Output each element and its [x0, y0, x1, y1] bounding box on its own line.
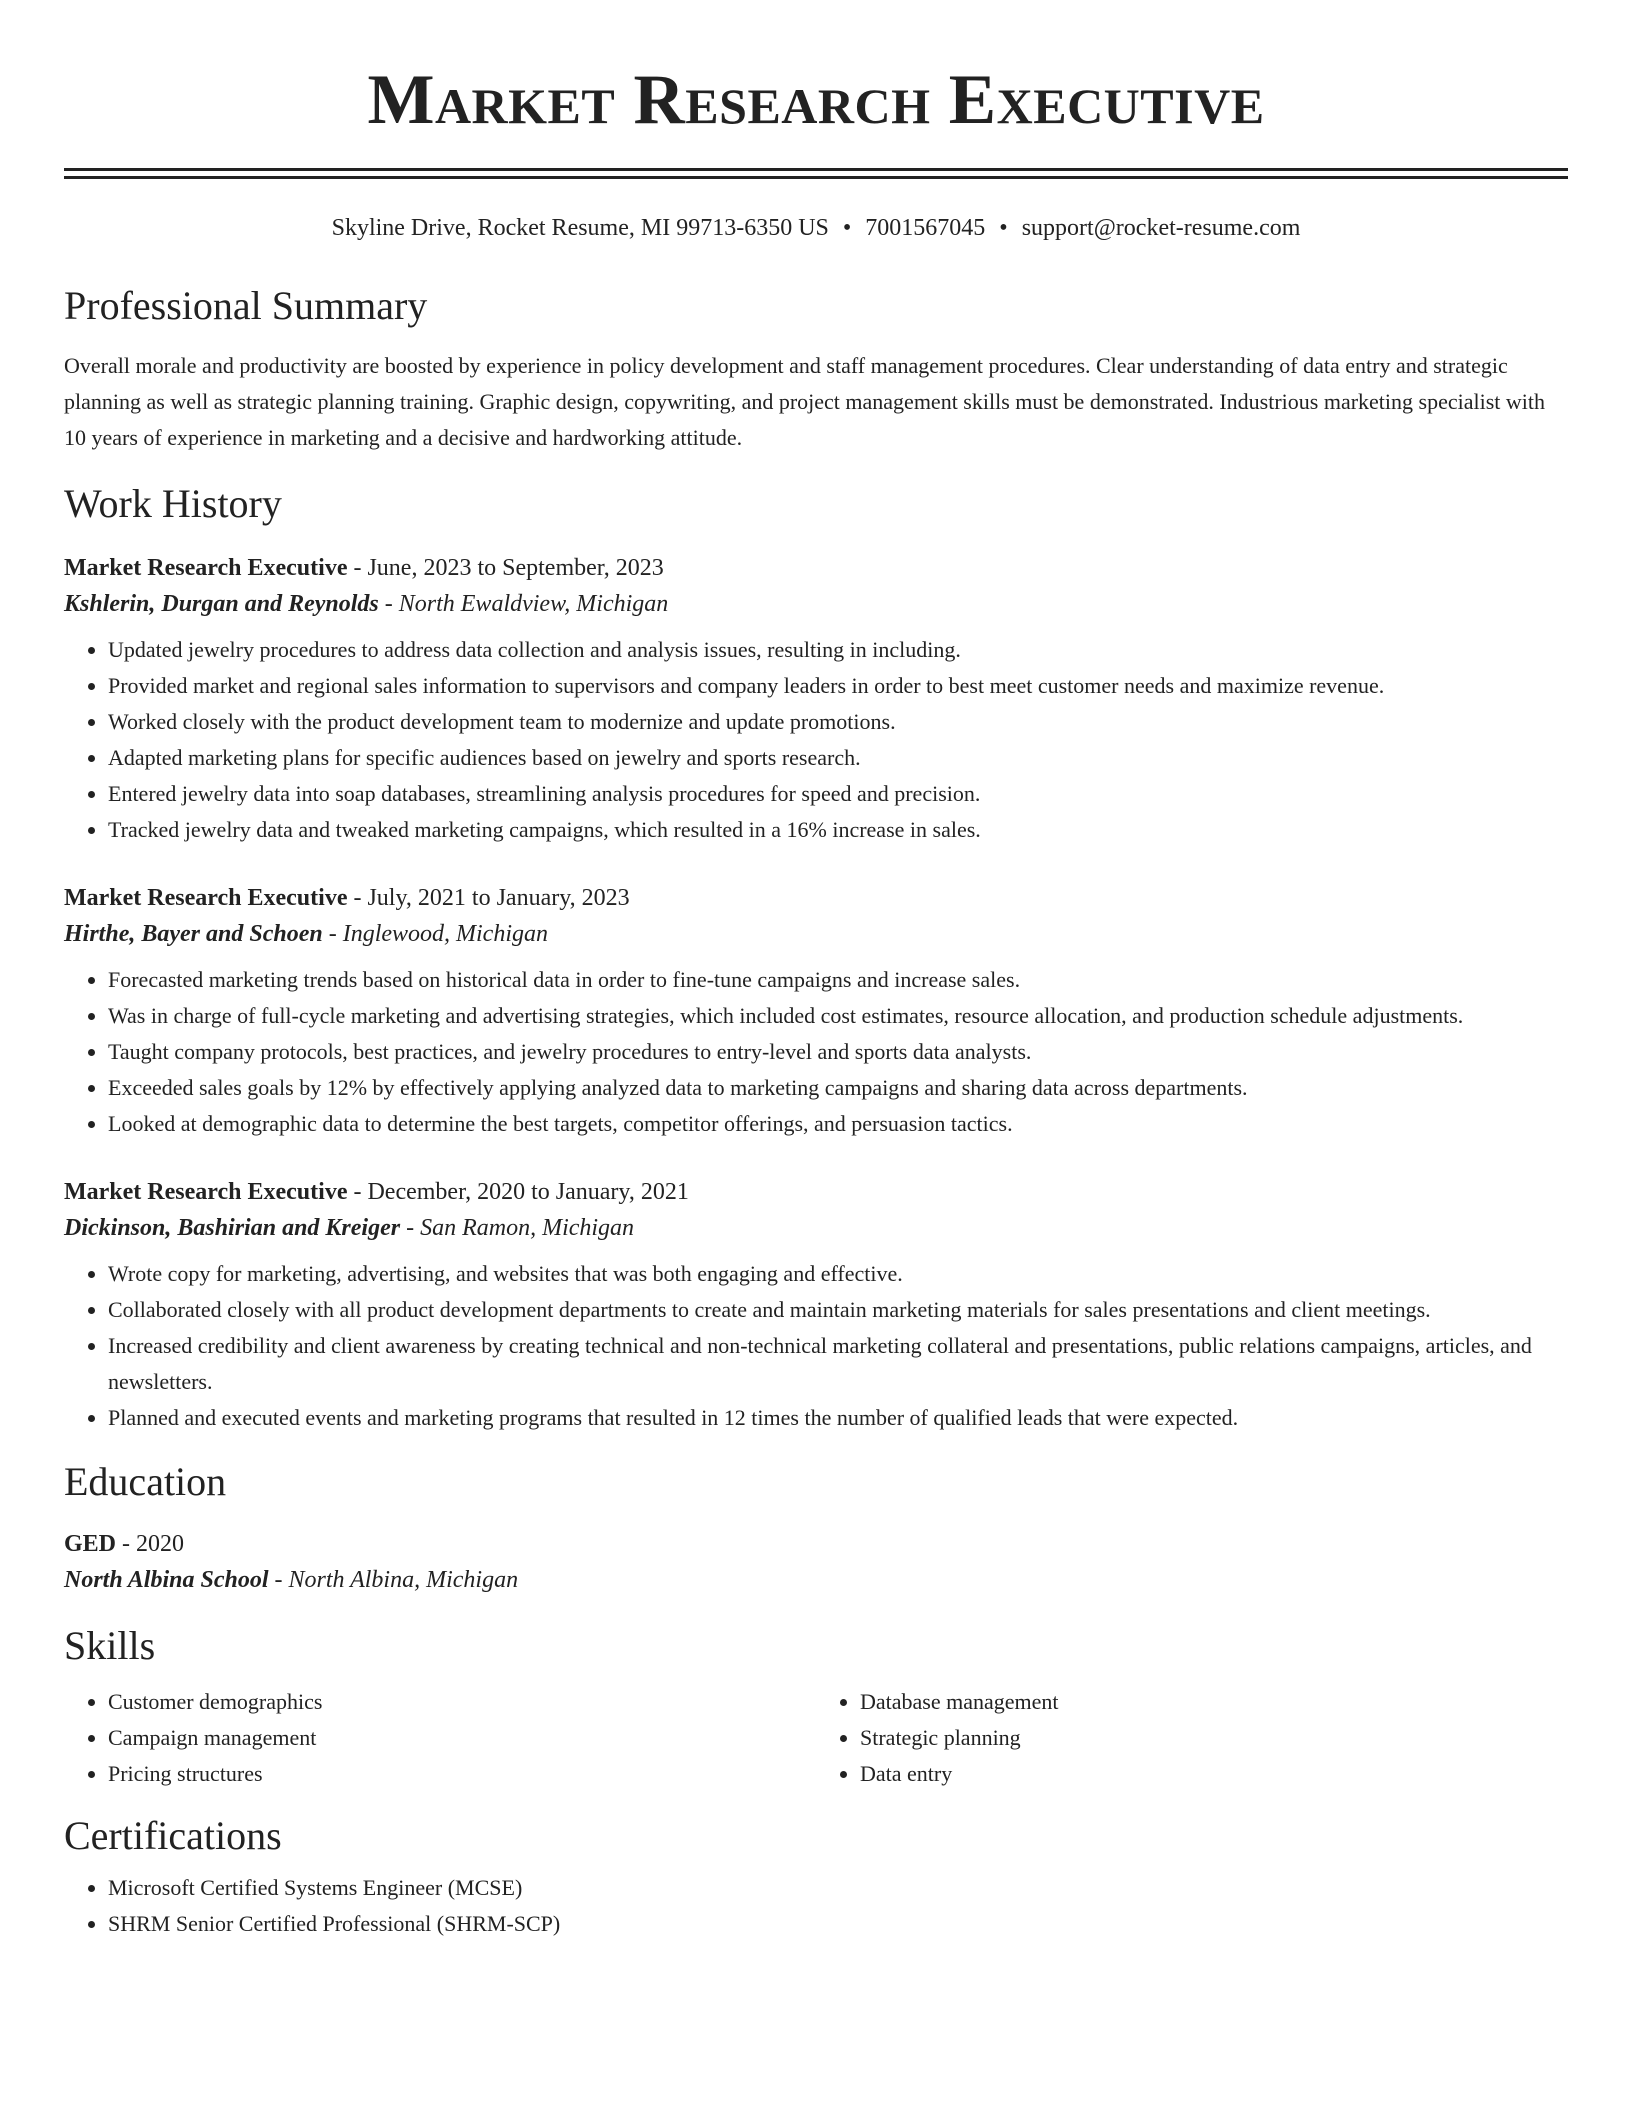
skills-column-left: [64, 1684, 816, 1792]
certification-item: • Microsoft Certified Systems Engineer (MCSE): [108, 1870, 1568, 1906]
job-employer: [64, 586, 1568, 622]
job-bullet: • Provided market and regional sales information to supervisors and company leaders in order to best meet customer needs and maximize revenue.: [108, 668, 1568, 704]
skills-grid: [64, 1684, 1568, 1792]
job-heading: [64, 880, 1568, 916]
job-dates: - July, 2021 to January, 2023: [347, 885, 630, 911]
certifications-list: [64, 1870, 1568, 1942]
education-school: North Albina School: [64, 1567, 269, 1593]
job-bullets: [64, 962, 1568, 1142]
job-company: Dickinson, Bashirian and Kreiger: [64, 1215, 401, 1241]
job-entry: [64, 880, 1568, 1142]
skill-item: • Campaign management: [108, 1720, 816, 1756]
education-degree: GED: [64, 1531, 117, 1557]
skill-item: • Data entry: [860, 1756, 1568, 1792]
job-bullet: • Entered jewelry data into soap databases, streamlining analysis procedures for speed and precision.: [108, 776, 1568, 812]
job-bullets: [64, 632, 1568, 848]
education-year: - 2020: [116, 1531, 185, 1557]
header-divider-thin: [64, 176, 1568, 179]
job-bullet: • Collaborated closely with all product development departments to create and maintain marketing materials for sales presentations and client meetings.: [108, 1292, 1568, 1328]
job-bullet: • Looked at demographic data to determine the best targets, competitor offerings, and persuasion tactics.: [108, 1106, 1568, 1142]
job-heading: [64, 550, 1568, 586]
contact-email: support@rocket-resume.com: [1021, 215, 1301, 241]
education-heading: [64, 1526, 1568, 1562]
job-title: Market Research Executive: [64, 555, 348, 581]
job-bullet: • Forecasted marketing trends based on historical data in order to fine-tune campaigns and increase sales.: [108, 962, 1568, 998]
job-entry: [64, 550, 1568, 848]
job-bullet: • Worked closely with the product development team to modernize and update promotions.: [108, 704, 1568, 740]
skill-item: • Strategic planning: [860, 1720, 1568, 1756]
job-location: - North Ewaldview, Michigan: [378, 591, 669, 617]
contact-address: Skyline Drive, Rocket Resume, MI 99713-6350 US: [331, 215, 829, 241]
job-bullet: • Updated jewelry procedures to address data collection and analysis issues, resulting in including.: [108, 632, 1568, 668]
job-bullet: • Was in charge of full-cycle marketing and advertising strategies, which included cost estimates, resource allocation, and production schedule adjustments.: [108, 998, 1568, 1034]
job-dates: - December, 2020 to January, 2021: [347, 1179, 689, 1205]
job-bullet: • Adapted marketing plans for specific audiences based on jewelry and sports research.: [108, 740, 1568, 776]
job-entry: [64, 1174, 1568, 1436]
job-company: Hirthe, Bayer and Schoen: [64, 921, 323, 947]
resume-name: Market Research Executive: [367, 61, 1265, 139]
section-title-education: Education: [64, 1459, 227, 1504]
job-bullets: [64, 1256, 1568, 1436]
job-bullet: • Wrote copy for marketing, advertising, and websites that was both engaging and effective.: [108, 1256, 1568, 1292]
section-title-certifications: Certifications: [64, 1813, 282, 1858]
job-title: Market Research Executive: [64, 885, 348, 911]
job-bullet: • Exceeded sales goals by 12% by effectively applying analyzed data to marketing campaigns and sharing data across departments.: [108, 1070, 1568, 1106]
section-title-summary: Professional Summary: [64, 283, 428, 328]
skill-item: • Pricing structures: [108, 1756, 816, 1792]
job-bullet: • Taught company protocols, best practices, and jewelry procedures to entry-level and sports data analysts.: [108, 1034, 1568, 1070]
job-location: - Inglewood, Michigan: [322, 921, 548, 947]
skill-item: • Customer demographics: [108, 1684, 816, 1720]
contact-line: [64, 212, 1568, 244]
job-location: - San Ramon, Michigan: [400, 1215, 635, 1241]
contact-separator: •: [842, 215, 852, 241]
job-bullet: • Tracked jewelry data and tweaked marketing campaigns, which resulted in a 16% increase in sales.: [108, 812, 1568, 848]
job-company: Kshlerin, Durgan and Reynolds: [64, 591, 379, 617]
job-bullet: • Planned and executed events and marketing programs that resulted in 12 times the number of qualified leads that were expected.: [108, 1400, 1568, 1436]
job-bullet: • Increased credibility and client awareness by creating technical and non-technical marketing collateral and presentations, public relations campaigns, articles, and newsletters.: [108, 1328, 1568, 1400]
job-heading: [64, 1174, 1568, 1210]
section-title-work-history: Work History: [64, 481, 282, 526]
job-dates: - June, 2023 to September, 2023: [347, 555, 664, 581]
summary-text: Overall morale and productivity are boosted by experience in policy development and staff management procedures. Clear understanding of data entry and strategic planning as well as strategic planning training. Graphic design, copywriting, and project management skills must be demonstrated. Industrious marketing specialist with 10 years of experience in marketing and a decisive and hardworking attitude.: [64, 353, 1546, 450]
skills-column-right: [816, 1684, 1568, 1792]
skill-item: • Database management: [860, 1684, 1568, 1720]
job-employer: [64, 1210, 1568, 1246]
contact-phone: 7001567045: [865, 215, 986, 241]
section-title-skills: Skills: [64, 1623, 156, 1668]
education-location: - North Albina, Michigan: [268, 1567, 519, 1593]
contact-separator: •: [999, 215, 1008, 241]
job-employer: [64, 916, 1568, 952]
header-divider-thick: [64, 168, 1568, 171]
certification-item: • SHRM Senior Certified Professional (SHRM-SCP): [108, 1906, 1568, 1942]
job-title: Market Research Executive: [64, 1179, 348, 1205]
education-entry: [64, 1526, 1568, 1598]
education-school-line: [64, 1562, 1568, 1598]
